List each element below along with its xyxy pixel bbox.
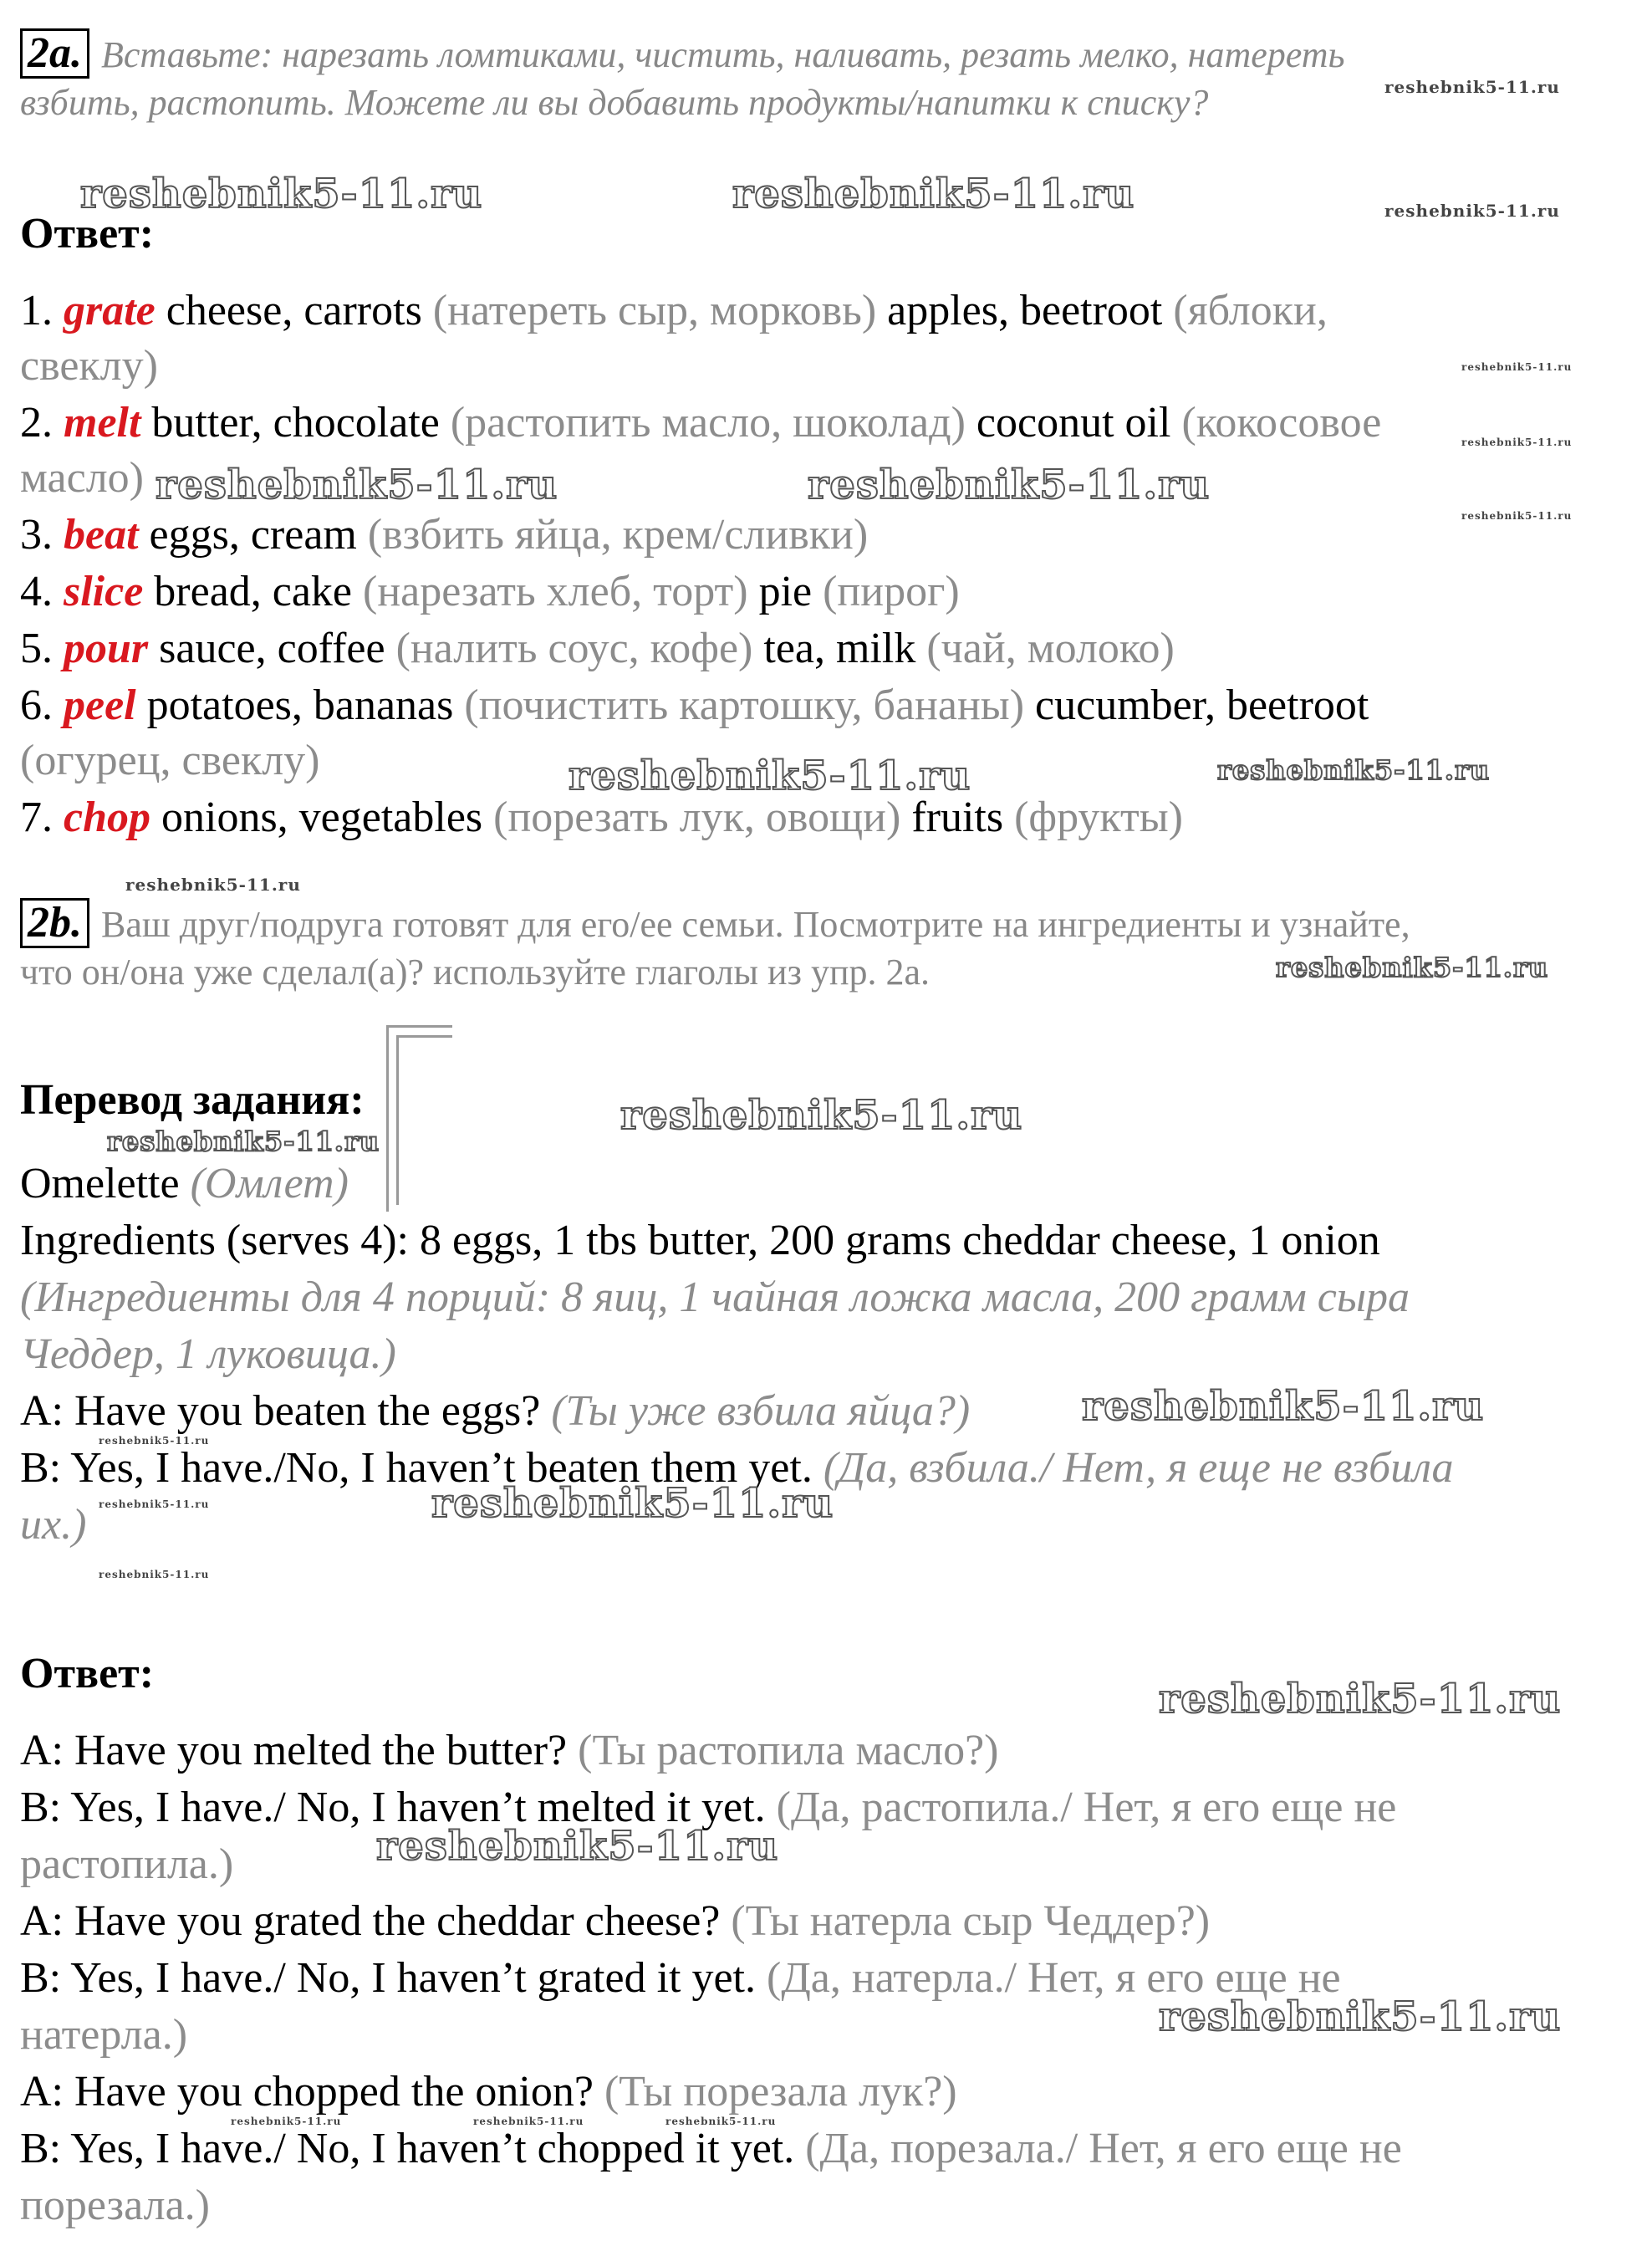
item-verb: melt (64, 399, 141, 447)
exercise-2a-task-line1: 2a. Вставьте: нарезать ломтиками, чистить, наливать, резать мелко, натереть (20, 28, 1345, 79)
dialog-continuation: растопила.) (20, 1840, 234, 1888)
watermark: reshebnik5-11.ru (1461, 361, 1573, 373)
exercise-2b-task-line2: что он/она уже сделал(а)? используйте глаголы из упр. 2а. (20, 952, 931, 993)
dialog-translation: (Да, растопила./ Нет, я его еще не (776, 1784, 1397, 1831)
list-item (20, 284, 1328, 338)
watermark: reshebnik5-11.ru (1461, 436, 1573, 448)
item-number: 5. (20, 625, 64, 672)
item-translation: (натереть сыр, морковь) (432, 287, 877, 334)
exercise-2a-answer-heading: Ответ: (20, 210, 155, 258)
item-number: 7. (20, 794, 64, 841)
dialog-line (20, 2122, 1402, 2176)
item-translation: (растопить масло, шоколад) (450, 399, 966, 447)
watermark: reshebnik5-11.ru (99, 1569, 210, 1580)
dialog-english: B: Yes, I have./ No, I haven’t melted it yet. (20, 1784, 777, 1831)
dialog-line (20, 1724, 999, 1778)
item-translation: (почистить картошку, бананы) (464, 681, 1025, 729)
watermark: reshebnik5-11.ru (620, 1092, 1023, 1139)
exercise-2b-answer-heading: Ответ: (20, 1650, 155, 1697)
item-additional-translation: (фрукты) (1014, 794, 1183, 841)
watermark: reshebnik5-11.ru (1461, 510, 1573, 522)
item-additional: cucumber, beetroot (1024, 681, 1369, 729)
exercise-2b-task-line1: 2b. Ваш друг/подруга готовят для его/ее семьи. Посмотрите на ингредиенты и узнайте, (20, 898, 1410, 948)
item-additional-translation: (чай, молоко) (926, 625, 1175, 672)
item-verb: grate (64, 287, 156, 334)
watermark: reshebnik5-11.ru (665, 2116, 777, 2127)
dialog-english: A: Have you grated the cheddar cheese? (20, 1897, 732, 1945)
exercise-2a-task-line2: взбить, растопить. Можете ли вы добавить продукты/напитки к списку? (20, 82, 1209, 123)
dialog-translation: (Ты порезала лук?) (604, 2068, 957, 2116)
watermark: reshebnik5-11.ru (1082, 1383, 1485, 1430)
dialog-translation: (Ты натерла сыр Чеддер?) (731, 1897, 1211, 1945)
omelette-line: Omelette (Омлет) (20, 1160, 349, 1207)
watermark: reshebnik5-11.ru (156, 462, 558, 508)
dialog-english: B: Yes, I have./ No, I haven’t grated it yet. (20, 1954, 767, 2002)
list-item (20, 565, 960, 619)
watermark: reshebnik5-11.ru (1159, 1676, 1562, 1723)
list-item (20, 622, 1175, 676)
item-objects: cheese, carrots (155, 287, 433, 334)
watermark: reshebnik5-11.ru (99, 1435, 210, 1447)
item-additional-translation: (яблоки, (1173, 287, 1328, 334)
watermark: reshebnik5-11.ru (107, 1125, 380, 1157)
dialog-translation: (Ты растопила масло?) (578, 1727, 999, 1774)
dialog-continuation: порезала.) (20, 2182, 210, 2229)
watermark: reshebnik5-11.ru (808, 462, 1211, 508)
exercise-2a-number: 2a. (20, 28, 89, 79)
example-answer: B: Yes, I have./No, I haven’t beaten them yet. (Да, взбила./ Нет, я еще не взбила (20, 1444, 1454, 1492)
item-additional: pie (747, 568, 823, 615)
item-additional: tea, milk (752, 625, 927, 672)
item-translation: (порезать лук, овощи) (493, 794, 901, 841)
list-item (20, 508, 868, 562)
item-verb: pour (64, 625, 149, 672)
watermark: reshebnik5-11.ru (1384, 77, 1560, 97)
watermark: reshebnik5-11.ru (376, 1823, 779, 1870)
item-objects: onions, vegetables (150, 794, 494, 841)
watermark: reshebnik5-11.ru (431, 1480, 834, 1527)
item-objects: bread, cake (143, 568, 364, 615)
item-verb: beat (64, 511, 139, 559)
item-number: 6. (20, 681, 64, 729)
dialog-english: B: Yes, I have./ No, I haven’t chopped it yet. (20, 2125, 806, 2172)
item-translation: (взбить яйца, крем/сливки) (367, 511, 869, 559)
watermark: reshebnik5-11.ru (80, 171, 483, 217)
dialog-translation: (Да, порезала./ Нет, я его еще не (805, 2125, 1402, 2172)
watermark: reshebnik5-11.ru (1276, 952, 1549, 983)
item-number: 1. (20, 287, 64, 334)
list-item (20, 396, 1381, 450)
ingredients-translation-line1: (Ингредиенты для 4 порций: 8 яиц, 1 чайная ложка масла, 200 грамм сыра (20, 1273, 1410, 1321)
example-question: A: Have you beaten the eggs? (Ты уже взбила яйца?) (20, 1387, 971, 1435)
item-objects: butter, chocolate (140, 399, 451, 447)
watermark: reshebnik5-11.ru (732, 171, 1135, 217)
item-verb: chop (64, 794, 150, 841)
watermark: reshebnik5-11.ru (1217, 754, 1491, 786)
list-item (20, 679, 1369, 732)
item-number: 3. (20, 511, 64, 559)
list-item-continuation: масло) (20, 454, 144, 502)
item-objects: sauce, coffee (148, 625, 396, 672)
item-objects: eggs, cream (138, 511, 368, 559)
exercise-2b-number: 2b. (20, 898, 89, 948)
example-answer-continuation: их.) (20, 1501, 87, 1549)
dialog-line (20, 1895, 1210, 1948)
item-additional-translation: (кокосовое (1181, 399, 1382, 447)
ingredients-translation-line2: Чеддер, 1 луковица.) (20, 1330, 396, 1378)
list-item-continuation: свеклу) (20, 342, 158, 390)
dialog-english: A: Have you chopped the onion? (20, 2068, 604, 2116)
item-translation: (нарезать хлеб, торт) (363, 568, 748, 615)
item-additional-translation: (пирог) (823, 568, 960, 615)
item-objects: potatoes, bananas (135, 681, 465, 729)
list-item-continuation: (огурец, свеклу) (20, 737, 320, 784)
item-number: 2. (20, 399, 64, 447)
dialog-line (20, 2065, 957, 2119)
dialog-english: A: Have you melted the butter? (20, 1727, 579, 1774)
ingredients-line: Ingredients (serves 4): 8 eggs, 1 tbs butter, 200 grams cheddar cheese, 1 onion (20, 1217, 1380, 1264)
item-verb: peel (64, 681, 136, 729)
watermark: reshebnik5-11.ru (473, 2116, 584, 2127)
item-additional: fruits (900, 794, 1015, 841)
watermark: reshebnik5-11.ru (569, 753, 971, 799)
watermark: reshebnik5-11.ru (1384, 201, 1560, 221)
dialog-translation: (Да, натерла./ Нет, я его еще не (767, 1954, 1341, 2002)
watermark: reshebnik5-11.ru (231, 2116, 342, 2127)
decorative-corner-mark-inner (396, 1035, 452, 1205)
dialog-line (20, 1952, 1341, 2005)
translation-heading: Перевод задания: (20, 1076, 365, 1124)
item-translation: (налить соус, кофе) (395, 625, 753, 672)
item-additional: apples, beetroot (876, 287, 1174, 334)
watermark: reshebnik5-11.ru (99, 1498, 210, 1510)
dialog-continuation: натерла.) (20, 2011, 188, 2059)
watermark: reshebnik5-11.ru (1159, 1993, 1562, 2040)
item-additional: coconut oil (965, 399, 1182, 447)
item-number: 4. (20, 568, 64, 615)
watermark: reshebnik5-11.ru (125, 875, 301, 895)
item-verb: slice (64, 568, 144, 615)
